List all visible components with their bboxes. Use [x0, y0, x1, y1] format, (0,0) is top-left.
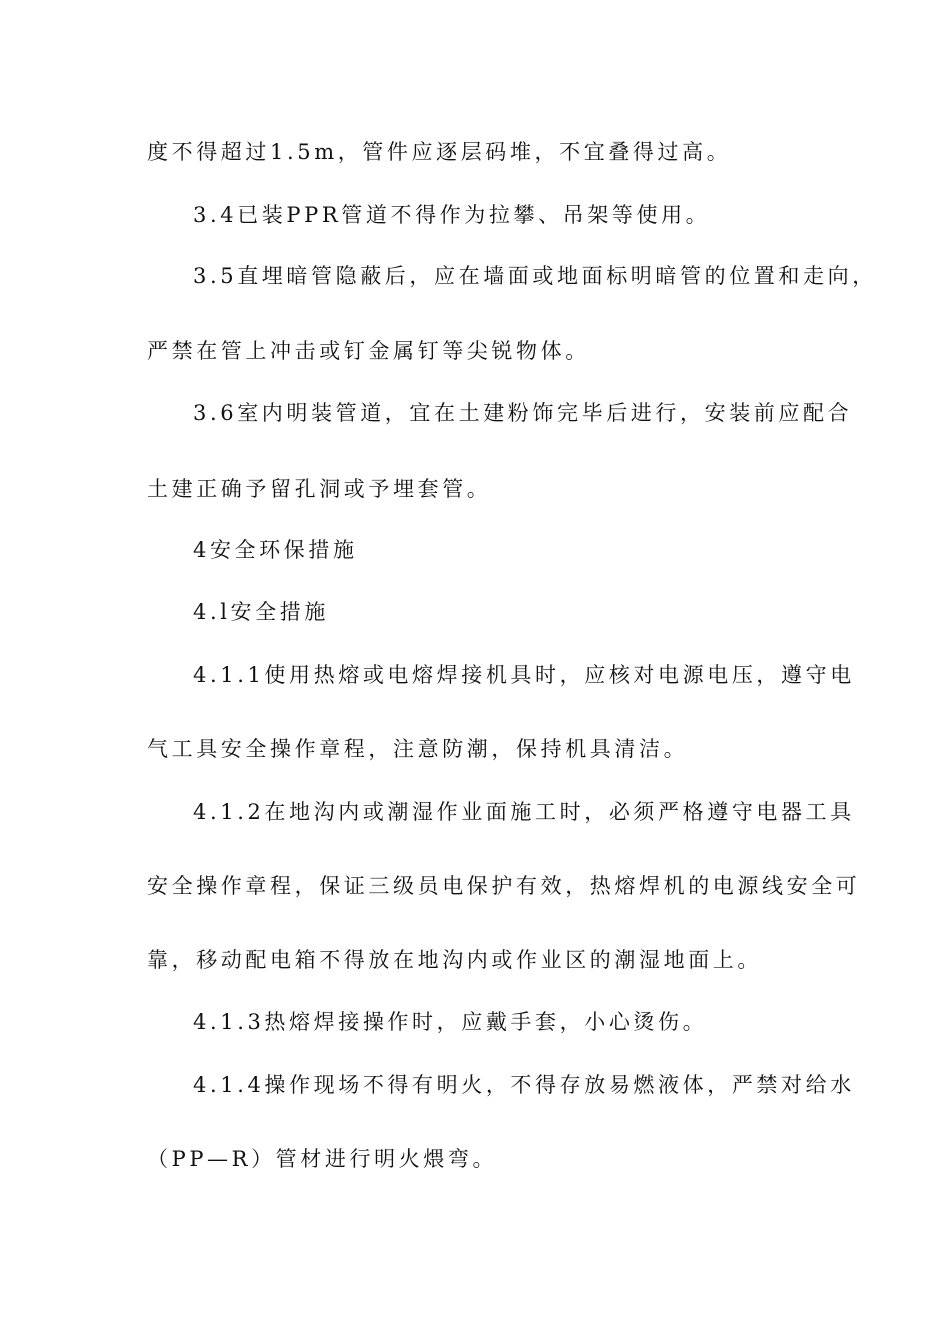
- text-line-6: 土建正确予留孔洞或予埋套管。: [147, 477, 492, 501]
- text-line-12: 安全操作章程，保证三级员电保护有效，热熔焊机的电源线安全可: [147, 874, 861, 898]
- text-line-16: （PP—R）管材进行明火煨弯。: [147, 1147, 498, 1171]
- text-line-3: 3.5直埋暗管隐蔽后，应在墙面或地面标明暗管的位置和走向，: [193, 264, 877, 288]
- subsection-heading: 4.l安全措施: [193, 600, 329, 624]
- text-line-5: 3.6室内明装管道，宜在土建粉饰完毕后进行，安装前应配合: [193, 401, 853, 425]
- text-line-13: 靠，移动配电箱不得放在地沟内或作业区的潮湿地面上。: [147, 948, 762, 972]
- text-line-1: 度不得超过1.5m，管件应逐层码堆，不宜叠得过高。: [147, 140, 732, 164]
- text-line-15: 4.1.4操作现场不得有明火，不得存放易燃液体，严禁对给水: [193, 1073, 855, 1097]
- section-heading: 4安全环保措施: [193, 538, 358, 562]
- text-line-2: 3.4已装PPR管道不得作为拉攀、吊架等使用。: [193, 203, 711, 227]
- text-line-4: 严禁在管上冲击或钉金属钉等尖锐物体。: [147, 339, 590, 363]
- text-line-9: 4.1.1使用热熔或电熔焊接机具时，应核对电源电压，遵守电: [193, 663, 855, 687]
- text-line-11: 4.1.2在地沟内或潮湿作业面施工时，必须严格遵守电器工具: [193, 800, 855, 824]
- text-line-14: 4.1.3热熔焊接操作时，应戴手套，小心烫伤。: [193, 1010, 708, 1034]
- text-line-10: 气工具安全操作章程，注意防潮，保持机具清洁。: [147, 737, 689, 761]
